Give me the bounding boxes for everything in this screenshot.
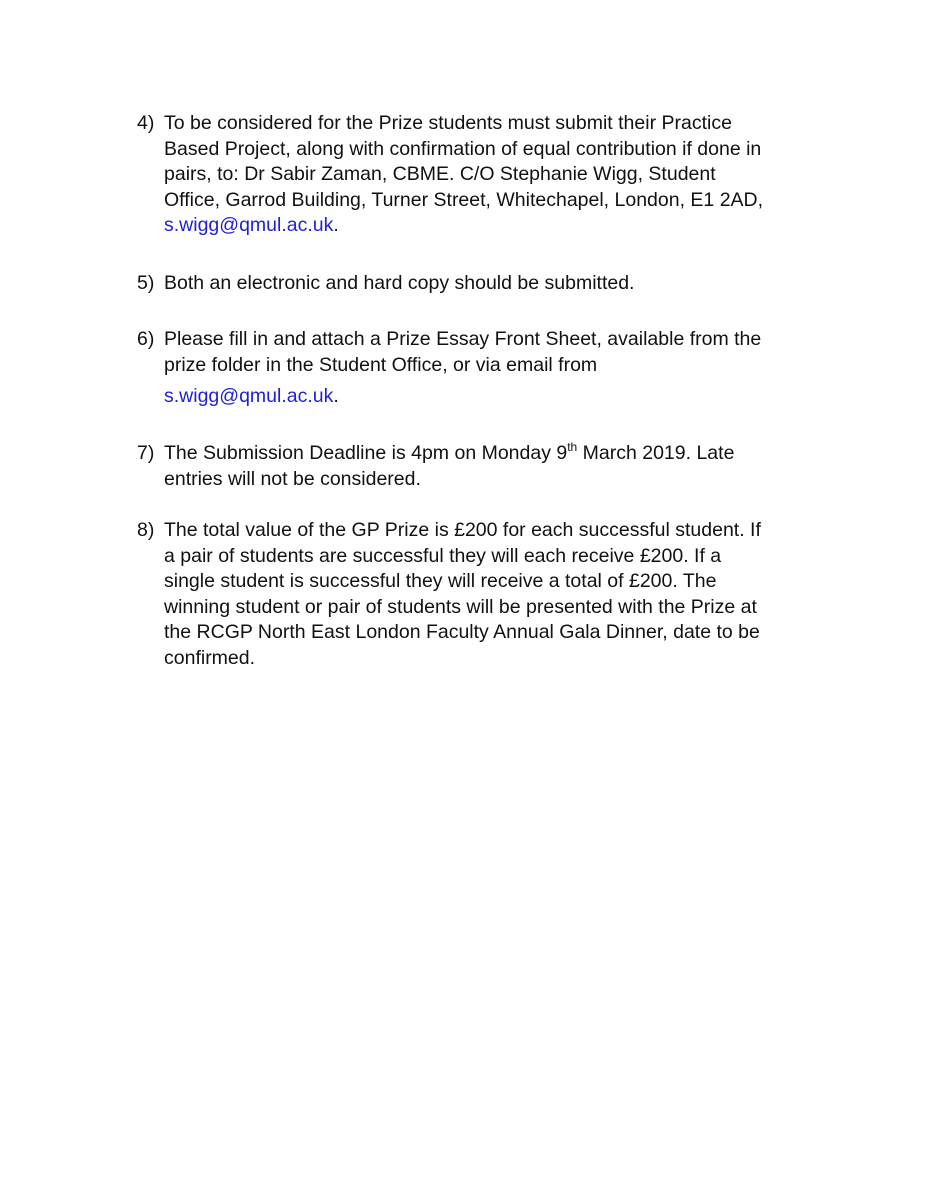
text-line: Both an electronic and hard copy should be submitted.: [164, 272, 635, 294]
item-text: [164, 327, 827, 410]
item-number: 7): [137, 442, 155, 464]
email-link[interactable]: s.wigg@qmul.ac.uk: [164, 214, 334, 236]
email-line: [164, 213, 827, 239]
deadline-text: The Submission Deadline is 4pm on Monday 9: [164, 442, 568, 464]
text-line: single student is successful they will receive a total of £200. The: [164, 570, 717, 592]
list-item-5: [137, 271, 827, 297]
ordinal-suffix: th: [567, 439, 578, 454]
email-link[interactable]: s.wigg@qmul.ac.uk: [164, 385, 334, 407]
list-item-7: [137, 441, 827, 492]
text-line: confirmed.: [164, 646, 256, 669]
email-suffix: .: [333, 214, 339, 236]
text-line: prize folder in the Student Office, or via email from: [164, 353, 598, 376]
item-text: [164, 111, 827, 239]
item-number: 4): [137, 112, 155, 134]
list-item-8: [137, 518, 827, 671]
item-text: [164, 441, 827, 492]
item-number: 6): [137, 328, 155, 350]
text-line: Based Project, along with confirmation of equal contribution if done in: [164, 137, 762, 160]
text-line: entries will not be considered.: [164, 467, 421, 490]
text-line: Please fill in and attach a Prize Essay Front Sheet, available from the: [164, 328, 762, 350]
text-line: Office, Garrod Building, Turner Street, Whitechapel, London, E1 2AD,: [164, 188, 764, 211]
text-line: the RCGP North East London Faculty Annual Gala Dinner, date to be: [164, 621, 760, 643]
deadline-line: [164, 441, 827, 467]
item-number: 5): [137, 272, 155, 294]
text-line: The total value of the GP Prize is £200 for each successful student. If: [164, 519, 761, 541]
item-text: [164, 518, 827, 671]
email-suffix: .: [333, 385, 339, 407]
text-line: winning student or pair of students will be presented with the Prize at: [164, 595, 757, 618]
deadline-text-end: March 2019. Late: [577, 442, 735, 464]
text-line: To be considered for the Prize students must submit their Practice: [164, 112, 732, 134]
text-line: pairs, to: Dr Sabir Zaman, CBME. C/O Stephanie Wigg, Student: [164, 163, 716, 185]
list-item-4: [137, 111, 827, 239]
item-number: 8): [137, 519, 155, 541]
list-item-6: [137, 327, 827, 410]
text-line: a pair of students are successful they will each receive £200. If a: [164, 544, 722, 567]
item-text: [164, 271, 827, 297]
email-line: [164, 384, 827, 410]
